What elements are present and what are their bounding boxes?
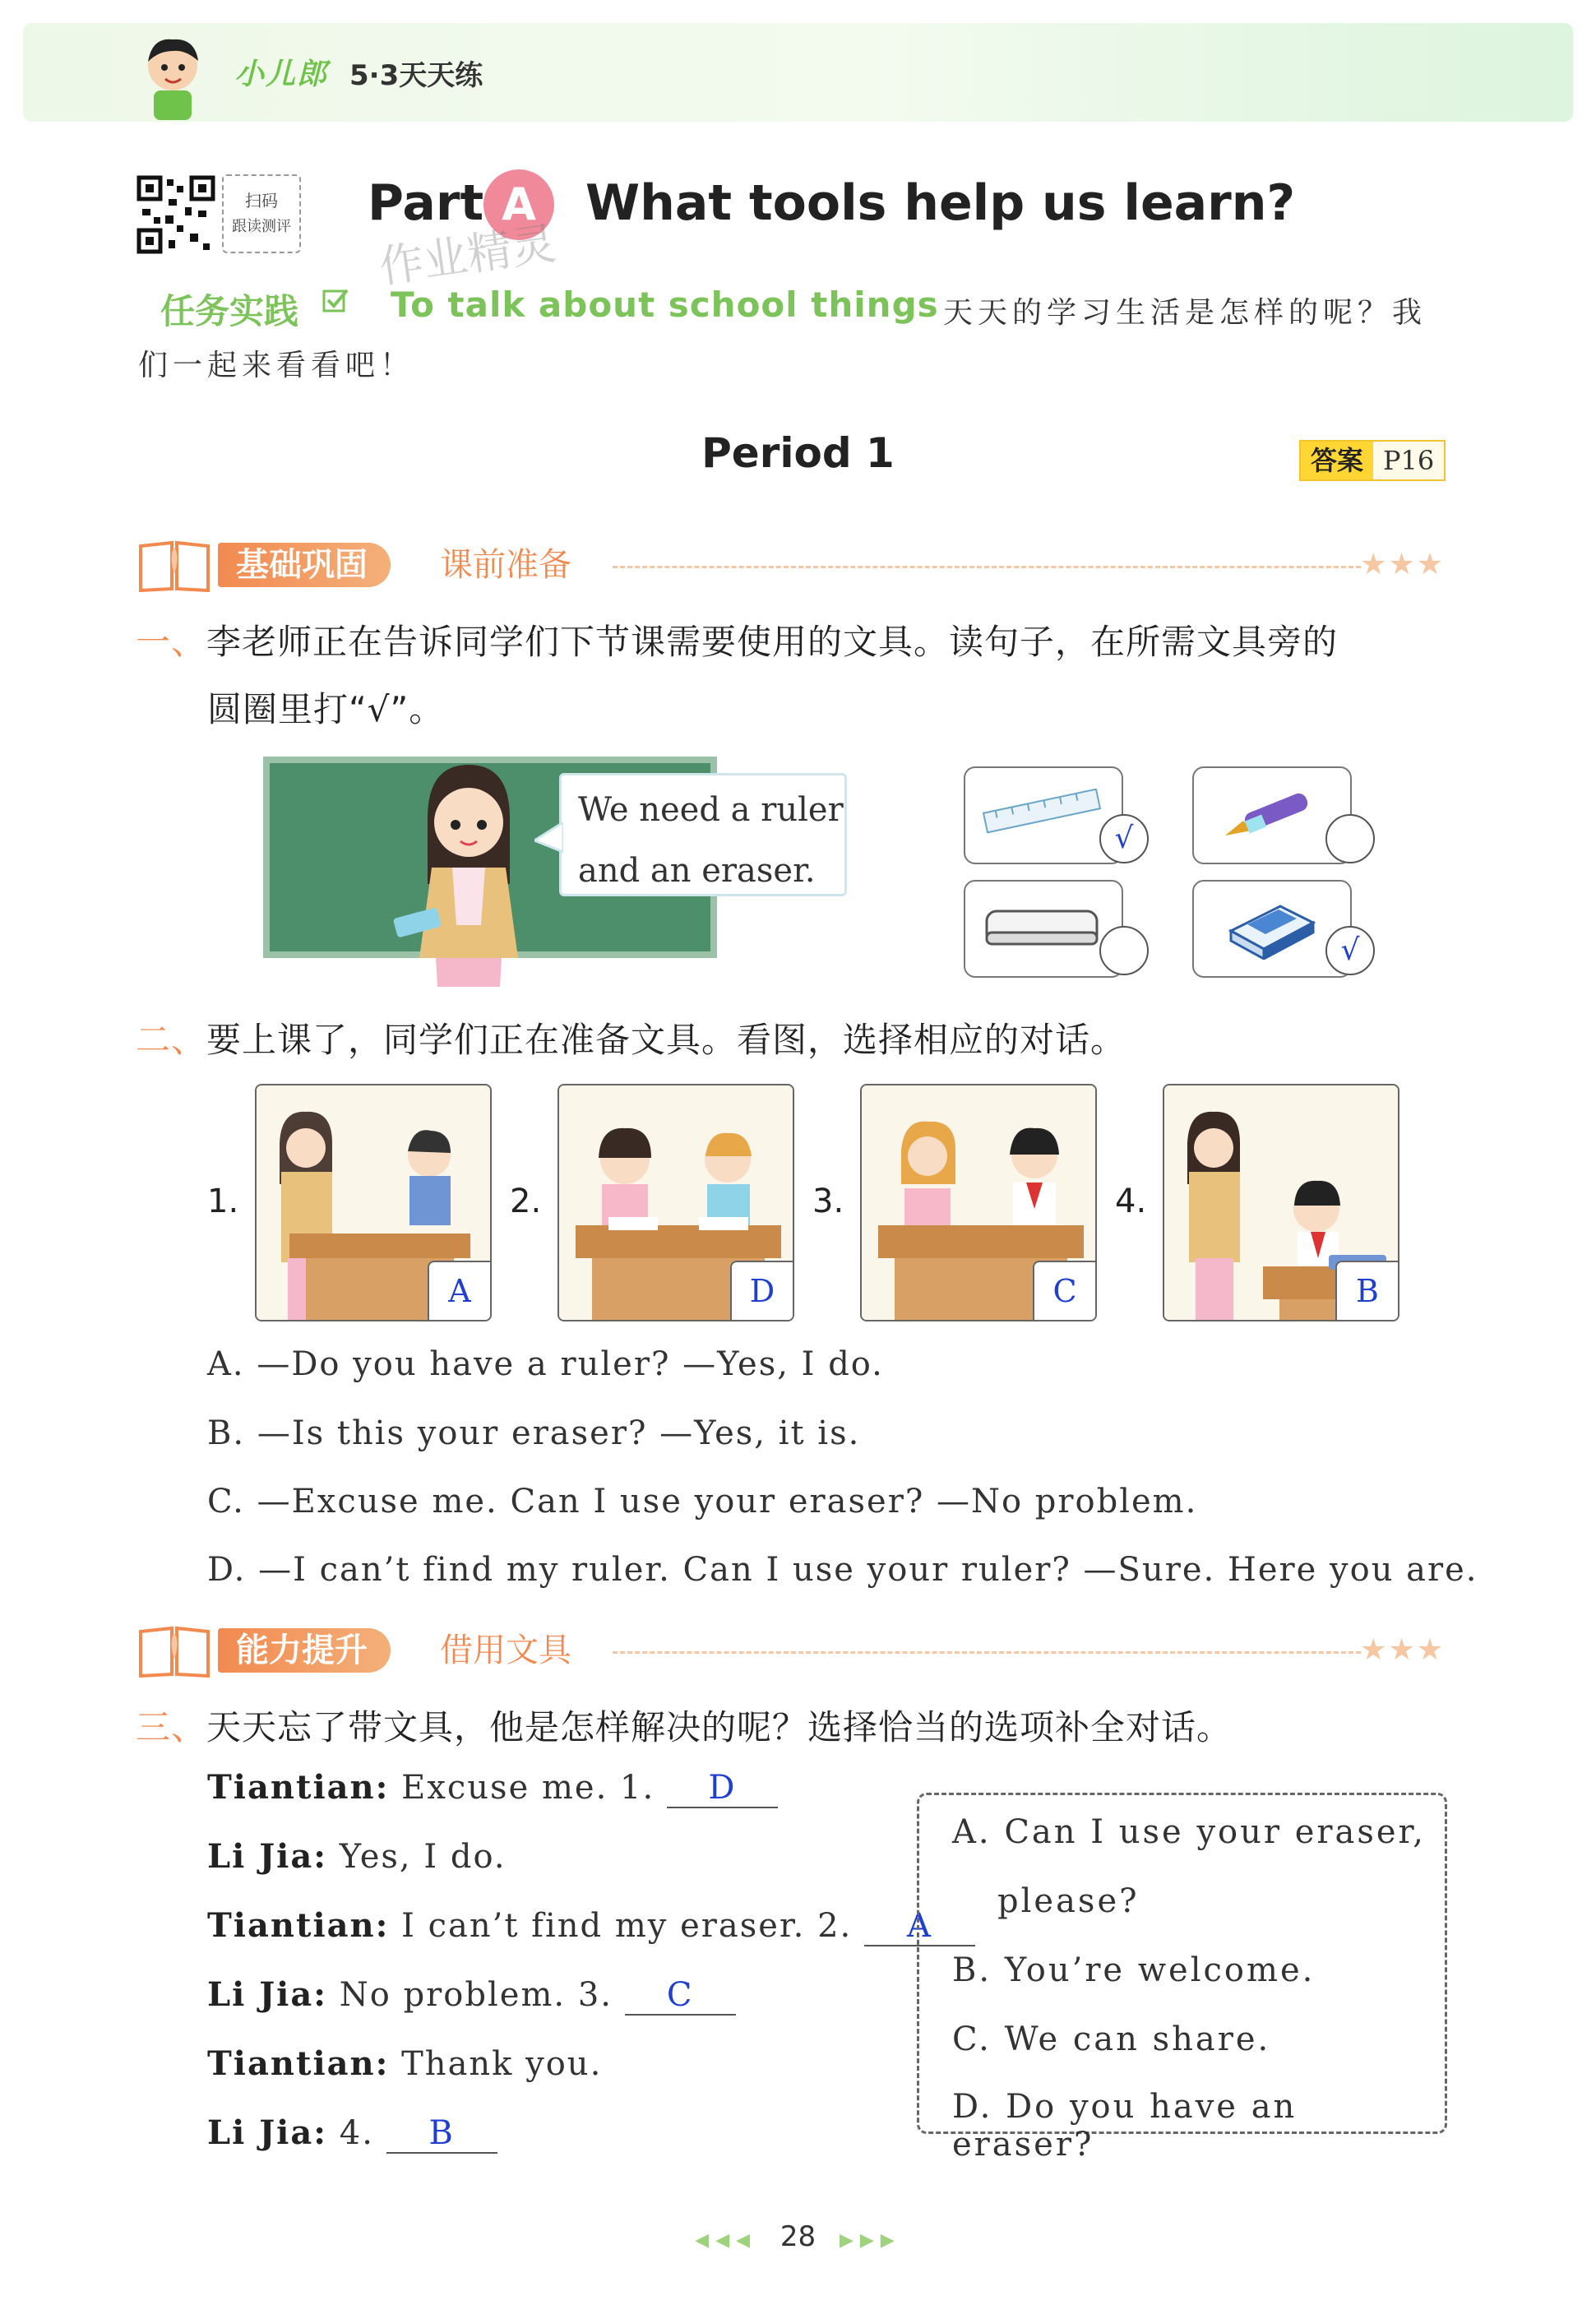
choice-c: C. We can share. [952,2020,1271,2058]
question-number: 二、 [136,1020,207,1060]
question-3 [136,1701,1232,1750]
speaker-name: Li Jia: [207,1975,328,2014]
check-circle-pencil-box[interactable] [1099,926,1149,975]
speaker-name: Tiantian: [207,1906,390,1945]
page-footer [0,2220,1596,2253]
speech-line2: and an eraser. [578,852,816,890]
speaker-name: Tiantian: [207,1768,390,1807]
banner-divider [613,566,1361,568]
question-text: 天天忘了带文具，他是怎样解决的呢？选择恰当的选项补全对话。 [206,1707,1233,1747]
bubble-tail-icon [534,822,563,855]
question-text: 李老师正在告诉同学们下节课需要使用的文具。读句子，在所需文具旁的 [206,622,1339,662]
dialogue-line-1 [207,1768,778,1808]
picture-number-3: 3. [812,1183,844,1220]
answer-blank-2[interactable]: A [864,1907,975,1946]
question-text: 要上课了，同学们正在准备文具。看图，选择相应的对话。 [206,1020,1126,1060]
qr-code-icon[interactable] [136,174,216,255]
option-b: B. —Is this your eraser? —Yes, it is. [207,1414,861,1452]
difficulty-stars: ★★★ [1360,548,1445,581]
task-label-en: To talk about school things [391,285,939,325]
mascot-boy-icon [136,33,210,123]
picture-answer-4[interactable]: B [1335,1261,1398,1320]
scan-label-line2: 跟读测评 [232,218,291,235]
pencil-box-icon [980,900,1103,957]
footer-arrows-right: ▶▶▶ [839,2230,901,2251]
question-1-line2: 圆圈里打“√”。 [207,689,445,729]
intro-text-line2: 们一起来看看吧！ [138,349,415,382]
check-circle-pen[interactable] [1325,814,1375,863]
brand-logo: 小儿郎 [234,58,329,91]
dialogue-text: Yes, I do. [339,1838,507,1876]
question-number: 一、 [136,622,207,662]
section-banner-advanced [136,1622,1451,1679]
page-number: 28 [779,2220,817,2253]
answer-blank-1[interactable]: D [667,1769,778,1808]
book-icon [136,1622,214,1679]
option-a: A. —Do you have a ruler? —Yes, I do. [207,1345,884,1383]
task-label-cn: 任务实践 [160,291,299,331]
speech-line1: We need a ruler [578,791,844,829]
answer-blank-3[interactable]: C [625,1976,736,2016]
checkbox-icon [322,288,349,314]
choice-a-line1: A. Can I use your eraser, [952,1813,1426,1851]
choice-box [917,1793,1447,2164]
speaker-name: Li Jia: [207,2113,328,2152]
picture-2 [557,1084,794,1321]
dialogue-text: Thank you. [401,2045,603,2083]
pen-icon [1219,785,1325,842]
scan-label-line1: 扫码 [245,191,278,211]
footer-arrows-left: ◀◀◀ [695,2230,757,2251]
eraser-icon [1223,898,1321,960]
ruler-icon [980,789,1103,838]
dialogue-line-4 [207,1975,736,2016]
speaker-name: Li Jia: [207,1837,328,1876]
option-d: D. —I can’t find my ruler. Can I use your ruler? —Sure. Here you are. [207,1551,1478,1589]
banner-title: 基础巩固 [218,543,391,587]
intro-text-line1: 天天的学习生活是怎样的呢？我 [943,296,1427,330]
picture-1 [255,1084,492,1321]
tool-card-pencil-box [964,880,1123,978]
check-circle-ruler[interactable]: √ [1099,814,1149,863]
banner-subtitle: 借用文具 [440,1632,571,1669]
section-banner-basic [136,536,1451,594]
choice-d: D. Do you have an eraser? [952,2088,1298,2164]
answer-label: 答案 [1301,442,1373,479]
banner-subtitle: 课前准备 [440,546,571,584]
tool-card-eraser [1192,880,1352,978]
dialogue-line-3 [207,1906,975,1946]
dialogue-line-6 [207,2113,497,2154]
picture-answer-1[interactable]: A [428,1261,490,1320]
picture-answer-2[interactable]: D [730,1261,793,1320]
option-c: C. —Excuse me. Can I use your eraser? —No problem. [207,1483,1198,1520]
unit-title: What tools help us learn? [585,174,1296,232]
dialogue-text: No problem. 3. [339,1976,613,2014]
picture-number-2: 2. [510,1183,542,1220]
answer-page: P16 [1373,442,1444,479]
part-letter-badge: A [483,169,554,240]
dialogue-line-2 [207,1837,507,1876]
answer-blank-4[interactable]: B [386,2114,497,2154]
choice-b: B. You’re welcome. [952,1951,1316,1989]
question-number: 三、 [136,1707,207,1747]
picture-4 [1163,1084,1399,1321]
banner-divider [613,1651,1361,1654]
series-name: 5·3天天练 [349,59,483,92]
period-title: Period 1 [701,429,895,477]
difficulty-stars: ★★★ [1360,1633,1445,1667]
scan-label [222,174,301,253]
dialogue-text: 4. [339,2114,374,2152]
picture-3 [860,1084,1097,1321]
dialogue-text: I can’t find my eraser. 2. [401,1907,853,1945]
speaker-name: Tiantian: [207,2044,390,2083]
tool-card-ruler [964,766,1123,864]
picture-number-1: 1. [207,1183,239,1220]
choice-a-line2: please? [997,1882,1140,1920]
dialogue-line-5 [207,2044,602,2083]
question-1 [136,615,1338,664]
watermark-text: 作业精灵 [376,217,559,294]
banner-title: 能力提升 [218,1628,391,1673]
speech-bubble [559,773,847,896]
check-circle-eraser[interactable]: √ [1325,926,1375,975]
picture-number-4: 4. [1115,1183,1147,1220]
book-icon [136,536,214,594]
part-prefix: Part [368,174,484,232]
question-2 [136,1013,1126,1062]
dialogue-text: Excuse me. 1. [401,1769,655,1807]
teacher-illustration [386,761,551,987]
answer-tag[interactable] [1299,440,1446,481]
picture-answer-3[interactable]: C [1033,1261,1095,1320]
